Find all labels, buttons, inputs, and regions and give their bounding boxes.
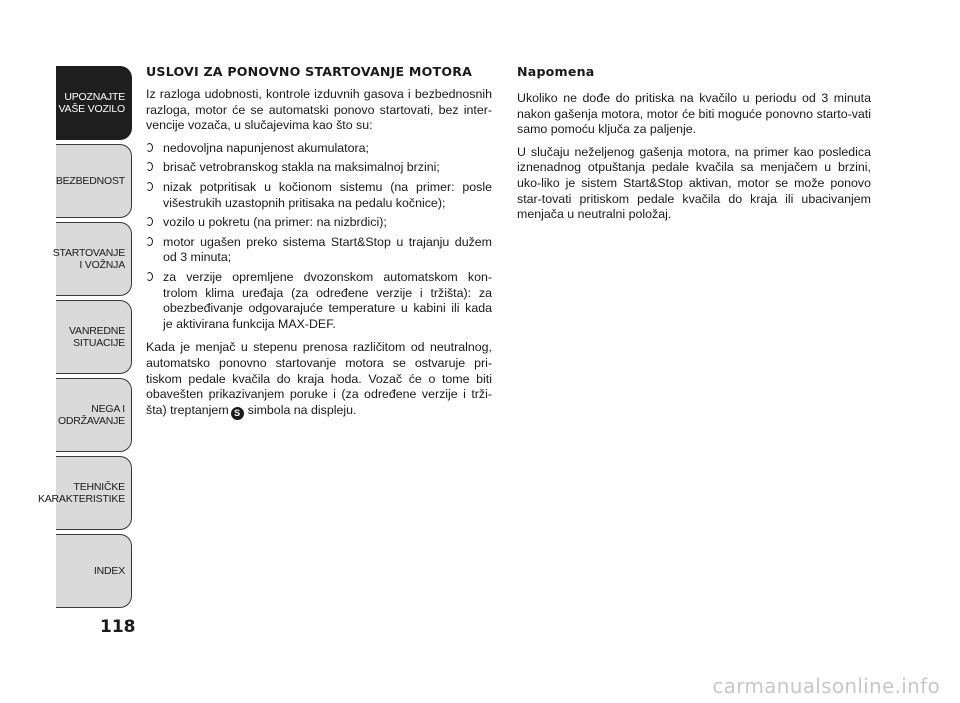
tab-label: TEHNIČKE KARAKTERISTIKE <box>37 481 125 505</box>
bullet-icon <box>146 272 153 281</box>
closing-text-end: simbola na displeju. <box>247 402 357 417</box>
tab-label: BEZBEDNOST <box>55 175 125 187</box>
tab-tehnicke-karakteristike[interactable] <box>37 456 132 530</box>
bullet-icon <box>146 182 153 191</box>
tab-bezbednost[interactable] <box>56 144 132 218</box>
list-item <box>146 180 492 211</box>
conditions-list <box>146 141 492 333</box>
start-stop-icon: S <box>231 407 244 420</box>
left-column <box>146 64 492 427</box>
note-paragraph: U slučaju neželjenog gašenja motora, na primer kao posledica iznenadnog otpuštanja pedale kvačila sa menjačem u brzini, uko-liko je sistem Start&Stop aktivan, motor se može ponovo star-tovati pritiskom pedale kvačila do kraja ili ubacivanjem menjača u neutralni položaj. <box>517 144 871 222</box>
section-title: USLOVI ZA PONOVNO STARTOVANJE MOTORA <box>146 64 473 79</box>
tab-label: UPOZNAJTE VAŠE VOZILO <box>58 91 125 115</box>
tab-nega-i-odrzavanje[interactable] <box>56 378 132 452</box>
list-item <box>146 141 492 157</box>
bullet-icon <box>146 237 153 246</box>
tab-vanredne-situacije[interactable] <box>56 300 132 374</box>
right-column <box>517 64 871 230</box>
note-title: Napomena <box>517 64 595 79</box>
list-item-text: nedovoljna napunjenost akumulatora; <box>163 140 369 155</box>
intro-paragraph: Iz razloga udobnosti, kontrole izduvnih gasova i bezbednosnih razloga, motor će se automatski ponovo startovati, bez inter-vencije vozača, u slučajevima kao što su: <box>146 87 492 133</box>
bullet-icon <box>146 143 153 152</box>
note-paragraph: Ukoliko ne dođe do pritiska na kvačilo u periodu od 3 minuta nakon gašenja motora, motor će biti moguće ponovno starto-vati samo pomoću ključa za paljenje. <box>517 91 871 137</box>
list-item <box>146 235 492 266</box>
bullet-icon <box>146 217 153 226</box>
list-item <box>146 160 492 176</box>
tab-startovanje-i-voznja[interactable] <box>52 222 132 296</box>
list-item-text: vozilo u pokretu (na primer: na nizbrdici); <box>163 215 387 230</box>
tab-label: STARTOVANJE I VOŽNJA <box>52 247 125 271</box>
list-item-text: za verzije opremljene dvozonskom automatskom kon-trolom klima uređaja (za određene verzije i tržišta): za obezbeđivanje odgovarajuće temperature u kabini ili kada je aktivirana funkcija MAX-DEF. <box>163 269 492 331</box>
closing-text: Kada je menjač u stepenu prenosa različitom od neutralnog, automatsko ponovno startovanje motora se ostvaruje pri-tiskom pedale kvačila do kraja hoda. Vozač će o tome biti obavešten prikazivanjem poruke i (za određene verzije i trži-šta) treptanjem <box>146 340 492 417</box>
list-item-text: motor ugašen preko sistema Start&Stop u trajanju dužem od 3 minuta; <box>163 234 492 265</box>
list-item-text: nizak potpritisak u kočionom sistemu (na primer: posle višestrukih uzastopnih pritisaka na pedalu kočnice); <box>163 179 492 210</box>
bullet-icon <box>146 162 153 171</box>
watermark: carmanualsonline.info <box>712 674 940 698</box>
tab-label: VANREDNE SITUACIJE <box>69 325 125 349</box>
list-item-text: brisač vetrobranskog stakla na maksimalnoj brzini; <box>163 160 440 175</box>
tab-label: NEGA I ODRŽAVANJE <box>57 403 125 427</box>
tab-label: INDEX <box>93 565 125 577</box>
list-item <box>146 270 492 332</box>
tab-index[interactable] <box>56 534 132 608</box>
page-number: 118 <box>100 617 136 637</box>
closing-paragraph <box>146 340 492 420</box>
list-item <box>146 215 492 231</box>
tab-upoznajte-vase-vozilo[interactable] <box>56 66 132 140</box>
